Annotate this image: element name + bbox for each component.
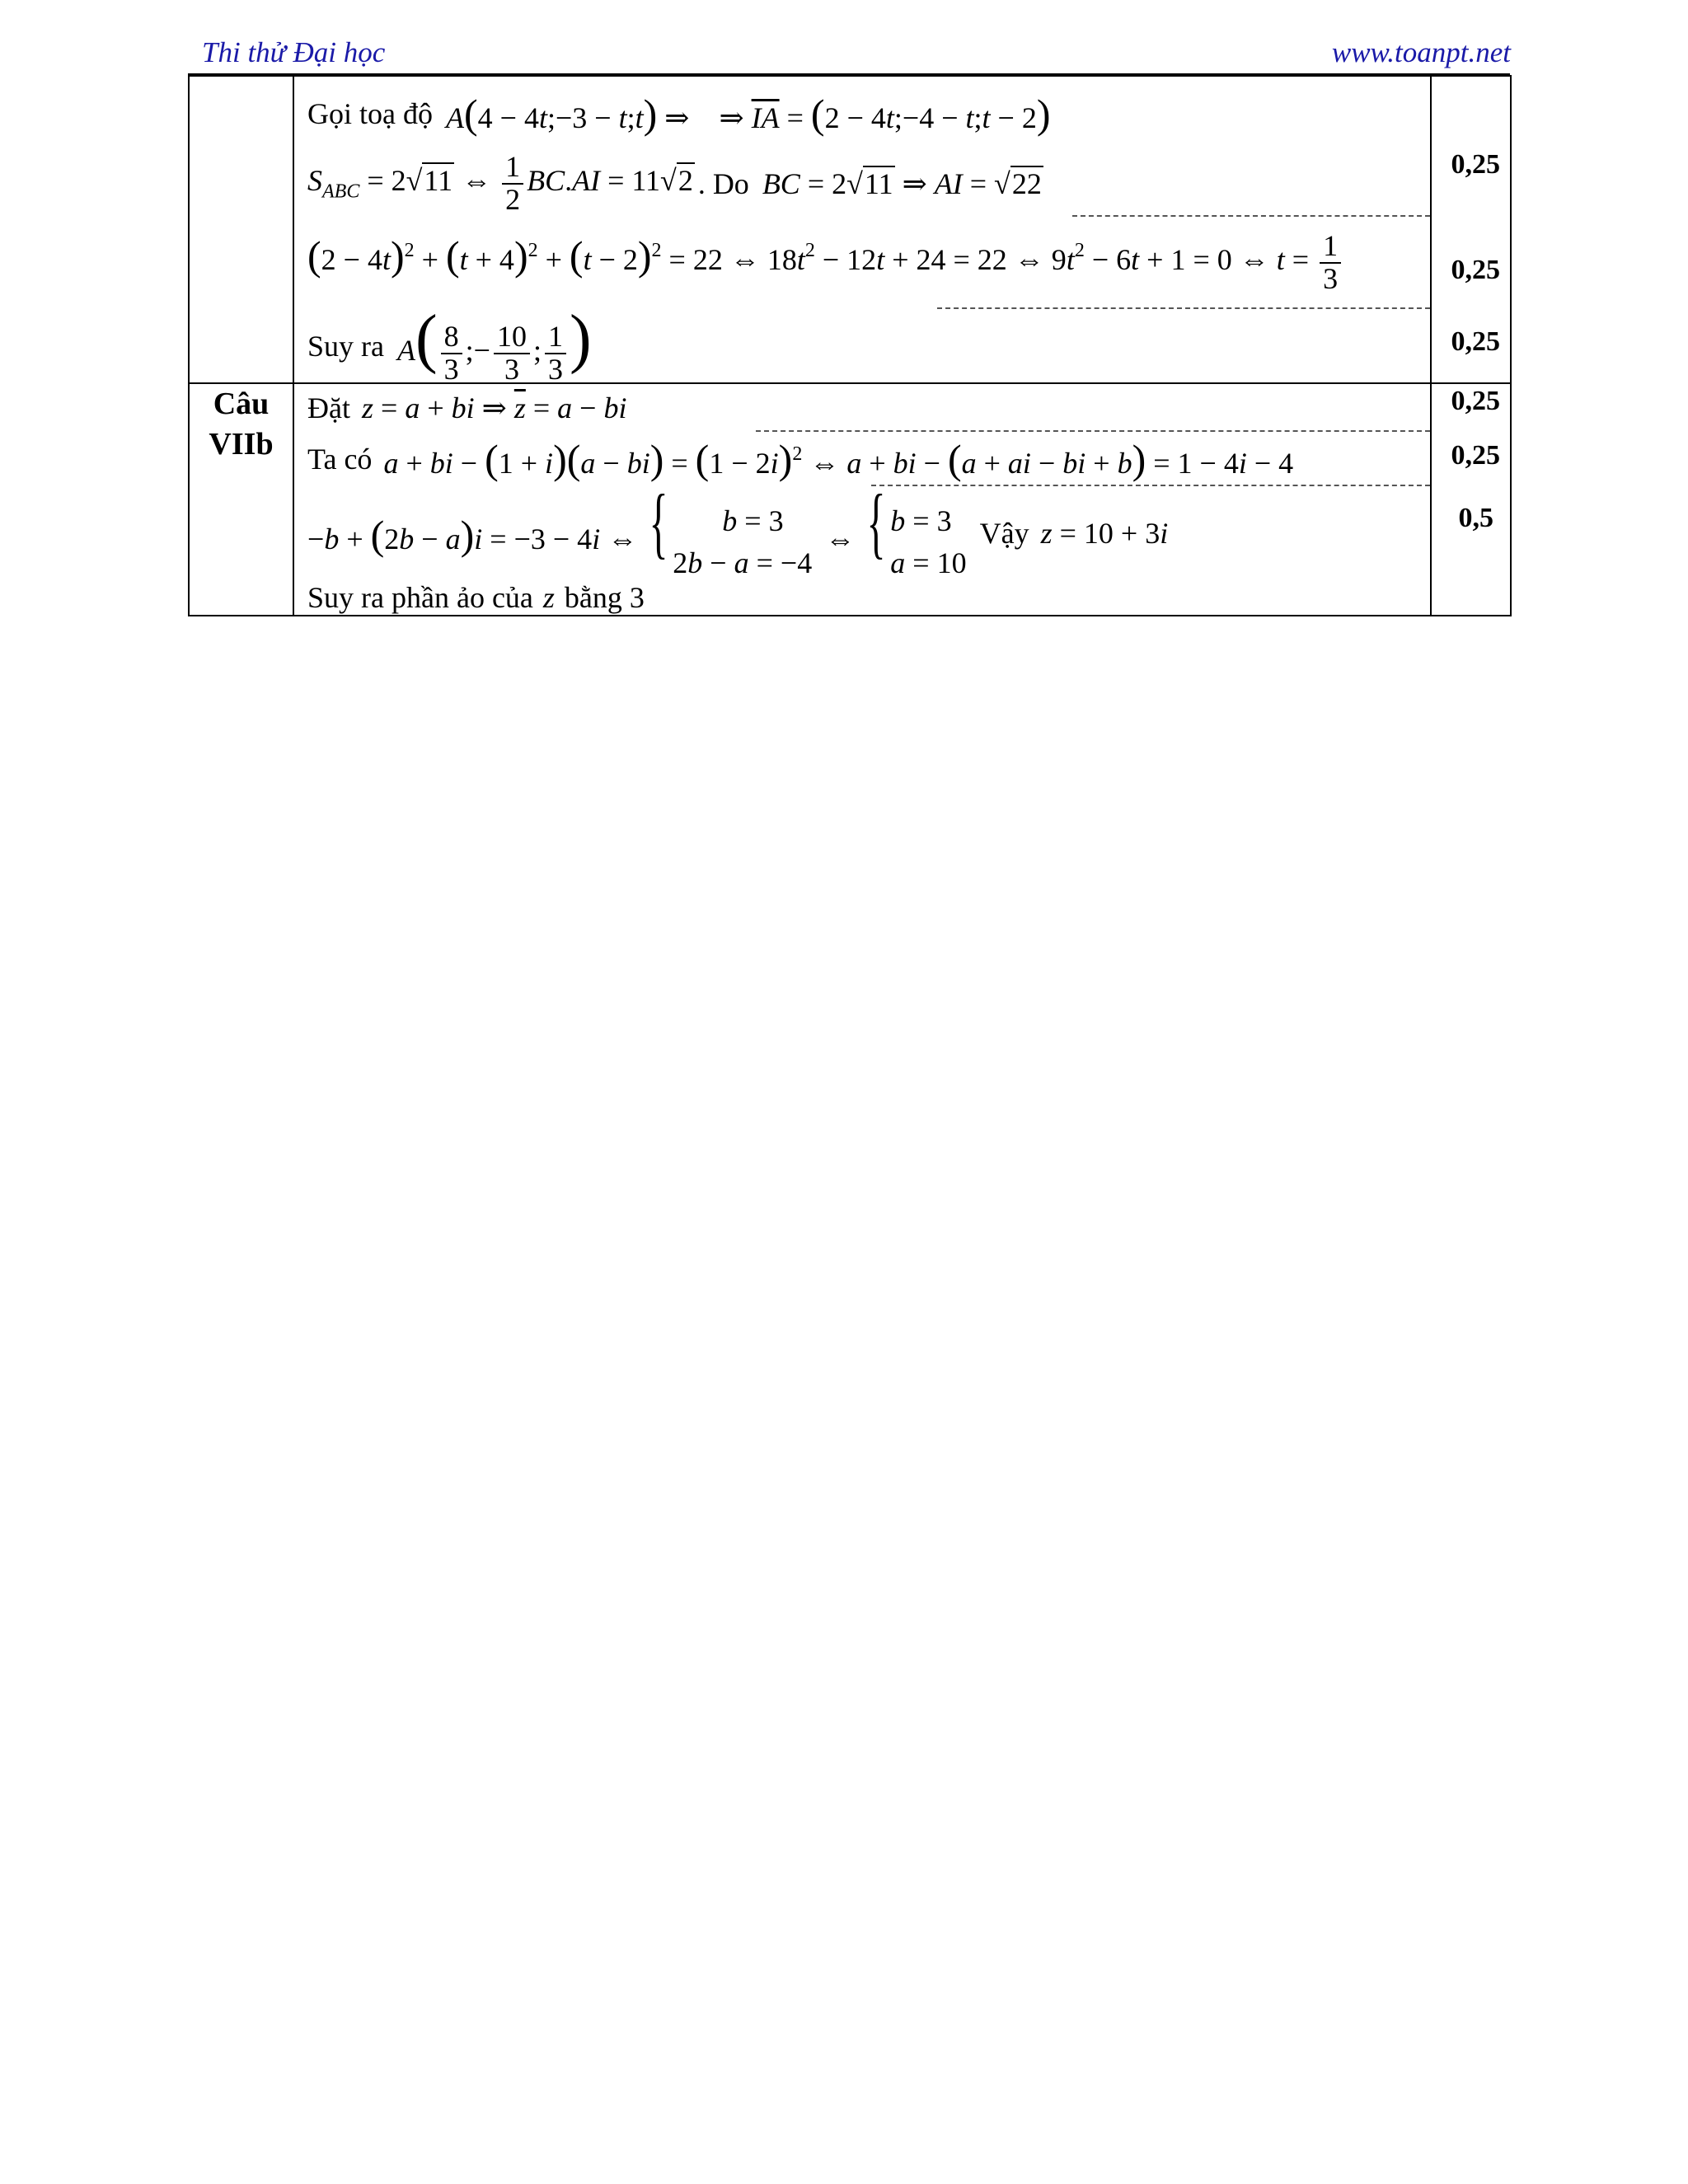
row1-score-cell [1431, 76, 1511, 383]
score-value: 0,5 [1458, 503, 1493, 533]
row1-line4-prefix: Suy ra [307, 329, 384, 363]
score-value: 0,25 [1451, 149, 1500, 180]
row1-line-3 [294, 217, 1430, 309]
row1-line2-do: . Do [697, 167, 749, 200]
question-label-cell [189, 383, 293, 616]
table-row [189, 76, 1511, 383]
table-row [189, 383, 1511, 616]
row2-score-cell [1431, 383, 1511, 616]
row2-line3-word: Vậy [979, 517, 1029, 550]
score-value: 0,25 [1451, 255, 1500, 285]
formula-equation-t: $(2 - 4t)^2 + (t + 4)^2 + (t - 2)^2 = 22$ ⇔ $18t^2 - 12t + 24 = 22$ ⇔ $9t^2 - 6t + 1 = 0$ ⇔ t = $\frac{1}{3}$ [307, 231, 1344, 295]
solution-table [188, 75, 1512, 616]
formula-expand: a + bi − $(1 + i)(a - bi) = (1 - 2i)^2$ ⇔ a + bi − (a + ai − bi + b) = 1 − 4i − 4 [383, 435, 1294, 482]
formula-set-z: z = a + bi ⇒ $\overline{z} = a$ − bi [361, 391, 627, 424]
question-label-line2: VIIb [209, 427, 274, 462]
row1-content-cell [293, 76, 1431, 386]
header-website: www.toanpt.net [1331, 36, 1511, 68]
score-value: 0,25 [1451, 386, 1500, 416]
row2-line4-text: Suy ra phần ảo của [307, 581, 533, 614]
row1-line-1 [294, 77, 1430, 151]
row2-line-3 [294, 477, 1430, 580]
question-label-line1: Câu [213, 387, 270, 421]
row1-line-4 [294, 302, 1430, 386]
row2-content-cell [293, 383, 1431, 616]
row2-line-1 [294, 384, 1430, 432]
score-value: 0,25 [1451, 326, 1500, 357]
row2-line4-var: z [542, 581, 555, 614]
row2-line2-prefix: Ta có [307, 443, 373, 476]
formula-system: −b + (2b − a)i = −3 − 4i ⇔ { b = 3 2b − a = −4 ⇔ { b = 3 a = 10 [307, 477, 967, 579]
formula-point-a: A(4 − 4t;−3 − t;t) ⇒ ⇒ $\overline{IA} = (2$ − 4t;−4 − t;t − 2) [445, 90, 1051, 137]
row1-line1-prefix: Gọi toạ độ [307, 97, 433, 130]
row1-label-cell [189, 76, 293, 383]
row2-line-2 [294, 432, 1430, 486]
row2-line4-suffix: bằng 3 [564, 581, 645, 614]
formula-result-a: A( $\frac{8}{3}$ ;− $\frac{10}{3}$ ; $\frac{1}{3}$ ) [397, 302, 592, 386]
score-value: 0,25 [1451, 440, 1500, 471]
row2-line1-prefix: Đặt [307, 391, 350, 424]
row1-line-2 [294, 151, 1430, 217]
header-left-title: Thi thử Đại học [202, 36, 386, 68]
row2-line-4 [294, 580, 1430, 615]
formula-bc: BC = 2√11 ⇒ AI = √22 [762, 167, 1042, 200]
formula-area: $S_{ABC} = 2√11$ ⇔ $\frac{1}{2}$ BC.AI = 11√2 [307, 150, 693, 216]
formula-z-result: z = 10 + 3i [1040, 517, 1169, 550]
